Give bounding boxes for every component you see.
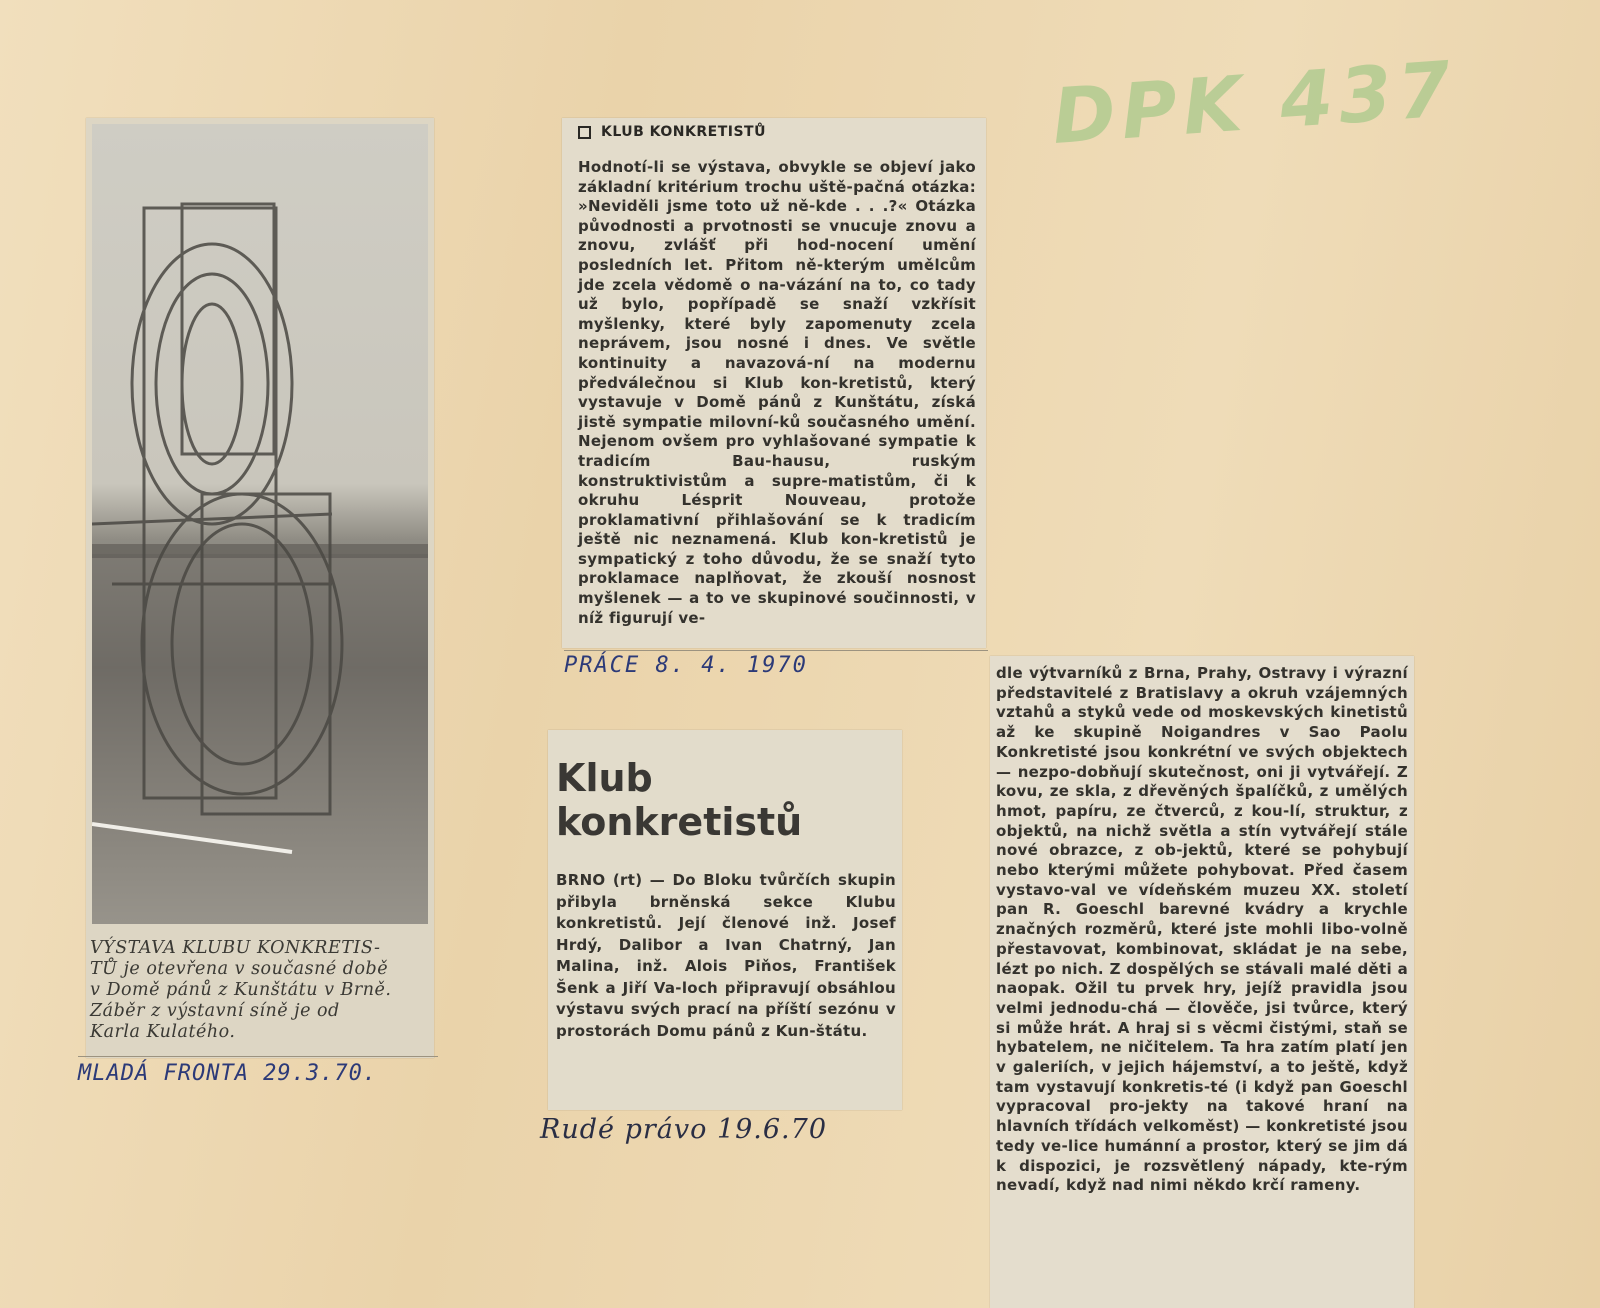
- source-note-prace: PRÁCE 8. 4. 1970: [564, 650, 988, 678]
- archive-stamp: DPK 437: [1049, 43, 1460, 162]
- article-continuation-body: dle výtvarníků z Brna, Prahy, Ostravy i výrazní představitelé z Bratislavy a okruh vzájemných vztahů a styků vede od moskevských kinetistů až ke skupině Noigandres v Sao Paolu Konkretisté jsou konkrétní ve svých objektech — nezpo-dobňují skutečnost, oni ji vytvářejí. Z kovu, ze skla, z dřevěných špalíčků, z umělých hmot, papíru, ze čtverců, z kou-lí, struktur, z objektů, na nichž světla a stín vytvářejí stále nové obrazce, z ob-jektů, které se pohybují nebo kterými můžete pohybovat. Před časem vystavo-val ve vídeňském muzeu XX. století pan R. Goeschl barevné kvádry a krychle značných rozměrů, které jste mohli libo-volně přestavovat, kombinovat, skládat je na sebe, lézt po nich. Z dospělých se stávali malé děti a naopak. Ožil tu prvek hry, jejíž pravidla jsou velmi jednodu-chá — člověče, jsi tvůrce, který si může hrát. A hraj si s věcmi čistými, staň se hybatelem, ne ničitelem. Ta hra zatím platí jen v galeriích, v jejich hájemství, a to ještě, když tam vystavují konkretis-té (i když pan Goeschl vypracoval pro-jekty na takové hraní na hlavních třídách velkoměst) — konkretisté jsou tedy ve-lice humánní a prostor, který se jim dá k dispozici, je rozsvětlený nápady, kte-rým nevadí, když nad nimi někdo krčí rameny.: [996, 664, 1408, 1195]
- source-note-mlada-fronta: MLADÁ FRONTA 29.3.70.: [78, 1056, 438, 1086]
- photo-clipping: [86, 118, 434, 1058]
- prace-article: [562, 118, 986, 648]
- prace-article-continuation: [990, 656, 1414, 1308]
- article-body: BRNO (rt) — Do Bloku tvůrčích skupin přibyla brněnská sekce Klubu konkretistů. Její členové inž. Josef Hrdý, Dalibor a Ivan Chatrný, Jan Malina, inž. Alois Piňos, František Šenk a Jiří Va-loch připravují obsáhlou výstavu svých prací na příští sezónu v prostorách Domu pánů z Kun-štátu.: [556, 871, 896, 1040]
- source-note-rude-pravo: Rudé právo 19.6.70: [540, 1114, 827, 1145]
- article-header: [578, 124, 766, 140]
- rude-pravo-article: [548, 730, 902, 1110]
- article-header-label: KLUB KONKRETISTŮ: [601, 124, 766, 140]
- photo-caption: VÝSTAVA KLUBU KONKRETIS- TŮ je otevřena v současné době v Domě pánů z Kunštátu v Brně. Záběr z výstavní síně je od Karla Kulatého.: [90, 938, 392, 1042]
- exhibition-photo: [92, 124, 428, 924]
- checkbox-square-icon: [578, 126, 591, 139]
- sculpture-illustration: [92, 124, 428, 924]
- article-body: Hodnotí-li se výstava, obvykle se objeví jako základní kritérium trochu uště-pačná otázka: »Neviděli jsme toto už ně-kde . . .?« Otázka původnosti a prvotnosti se vnucuje znovu a znovu, zvlášť při hod-nocení umění posledních let. Přitom ně-kterým umělcům jde zcela vědomě o na-vázání na to, co tady už bylo, popřípadě se snaží vzkřísit myšlenky, které byly zapomenuty zcela neprávem, jsou nosné i dnes. Ve světle kontinuity a navazová-ní na modernu předválečnou si Klub kon-kretistů, který vystavuje v Domě pánů z Kunštátu, získá jistě sympatie milovní-ků současného umění. Nejenom ovšem pro vyhlašované sympatie k tradicím Bau-hausu, ruským konstruktivistům a supre-matistům, či k okruhu Lésprit Nouveau, protože proklamativní přihlašování se k tradicím ještě nic neznamená. Klub kon-kretistů je sympatický z toho důvodu, že se snaží tyto proklamace naplňovat, že zkouší nosnost myšlenek — a to ve skupinové součinnosti, v níž figurují ve-: [578, 158, 976, 627]
- article-title: Klub konkretistů: [556, 756, 803, 844]
